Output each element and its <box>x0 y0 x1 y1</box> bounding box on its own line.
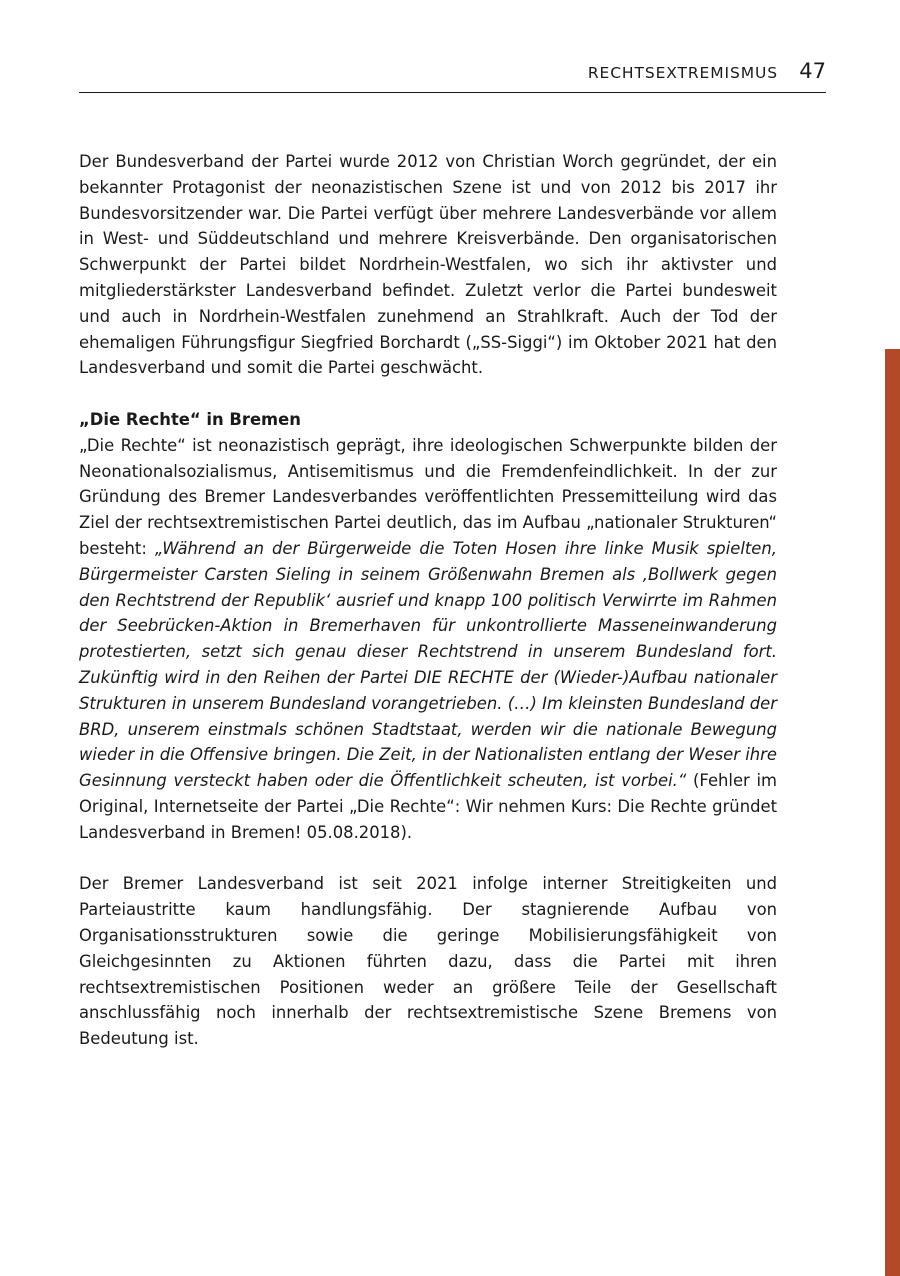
paragraph-founding: Der Bundesverband der Partei wurde 2012 von Christian Worch gegründet, der ein bekannter Protagonist der neonazistischen Szene ist und von 2012 bis 2017 ihr Bundesvorsitzender war. Die Partei verfügt über mehrere Landesverbände vor allem in West- und Süddeutschland und mehrere Kreisverbände. Den organisatorischen Schwerpunkt der Partei bildet Nordrhein-Westfalen, wo sich ihr aktivster und mitgliederstärkster Landesverband befindet. Zuletzt verlor die Partei bundesweit und auch in Nordrhein-Westfalen zunehmend an Strahlkraft. Auch der Tod der ehemaligen Führungsfigur Siegfried Borchardt („SS-Siggi“) im Oktober 2021 hat den Landesverband und somit die Partei geschwächt. <box>79 152 777 378</box>
running-header-title: RECHTSEXTREMISMUS <box>587 64 778 82</box>
accent-side-bar <box>885 349 900 1276</box>
paragraph-spacer <box>79 846 777 872</box>
section-heading: „Die Rechte“ in Bremen <box>79 409 301 429</box>
main-content <box>79 149 777 1052</box>
press-release-quote: „Während an der Bürgerweide die Toten Hosen ihre linke Musik spielten, Bürgermeister Carsten Sieling in seinem Größenwahn Bremen als ‚Bollwerk gegen den Rechtstrend der Republik‘ ausrief und knapp 100 politisch Verwirrte im Rahmen der Seebrücken-Aktion in Bremerhaven für unkontrollierte Masseneinwanderung protestierten, setzt sich genau dieser Rechtstrend in unserem Bundesland fort. Zukünftig wird in den Reihen der Partei DIE RECHTE der (Wieder-)Aufbau nationaler Strukturen in unserem Bundesland vorangetrieben. (…) Im kleinsten Bundesland der BRD, unserem einstmals schönen Stadtstaat, werden wir die nationale Bewegung wieder in die Offensive bringen. Die Zeit, in der Nationalisten entlang der Weser ihre Gesinnung versteckt haben oder die Öffentlichkeit scheuten, ist vorbei.“ <box>79 538 777 791</box>
paragraph-ideology <box>79 433 777 846</box>
quote-source: (Fehler im Original, Internetseite der Partei „Die Rechte“: Wir nehmen Kurs: Die Rechte gründet Landesverband in Bremen! 05.08.2018). <box>79 771 777 842</box>
paragraph-current-state: Der Bremer Landesverband ist seit 2021 infolge interner Streitigkeiten und Parteiaustritte kaum handlungsfähig. Der stagnierende Aufbau von Organisationsstrukturen sowie die geringe Mobilisierungsfähigkeit von Gleichgesinnten zu Aktionen führten dazu, dass die Partei mit ihren rechtsextremistischen Positionen weder an größere Teile der Gesellschaft anschlussfähig noch innerhalb der rechtsextremistische Szene Bremens von Bedeutung ist. <box>79 874 777 1049</box>
ideology-intro: „Die Rechte“ ist neonazistisch geprägt, ihre ideologischen Schwerpunkte bilden der Neonationalsozialismus, Antisemitismus und die Fremdenfeindlichkeit. In der zur Gründung des Bremer Landesverbandes veröffentlichten Pressemitteilung wird das Ziel der rechtsextremistischen Partei deutlich, das im Aufbau „nationaler Strukturen“ besteht: <box>79 435 777 558</box>
page-number: 47 <box>799 59 826 83</box>
page-header <box>79 58 826 93</box>
paragraph-spacer <box>79 381 777 407</box>
